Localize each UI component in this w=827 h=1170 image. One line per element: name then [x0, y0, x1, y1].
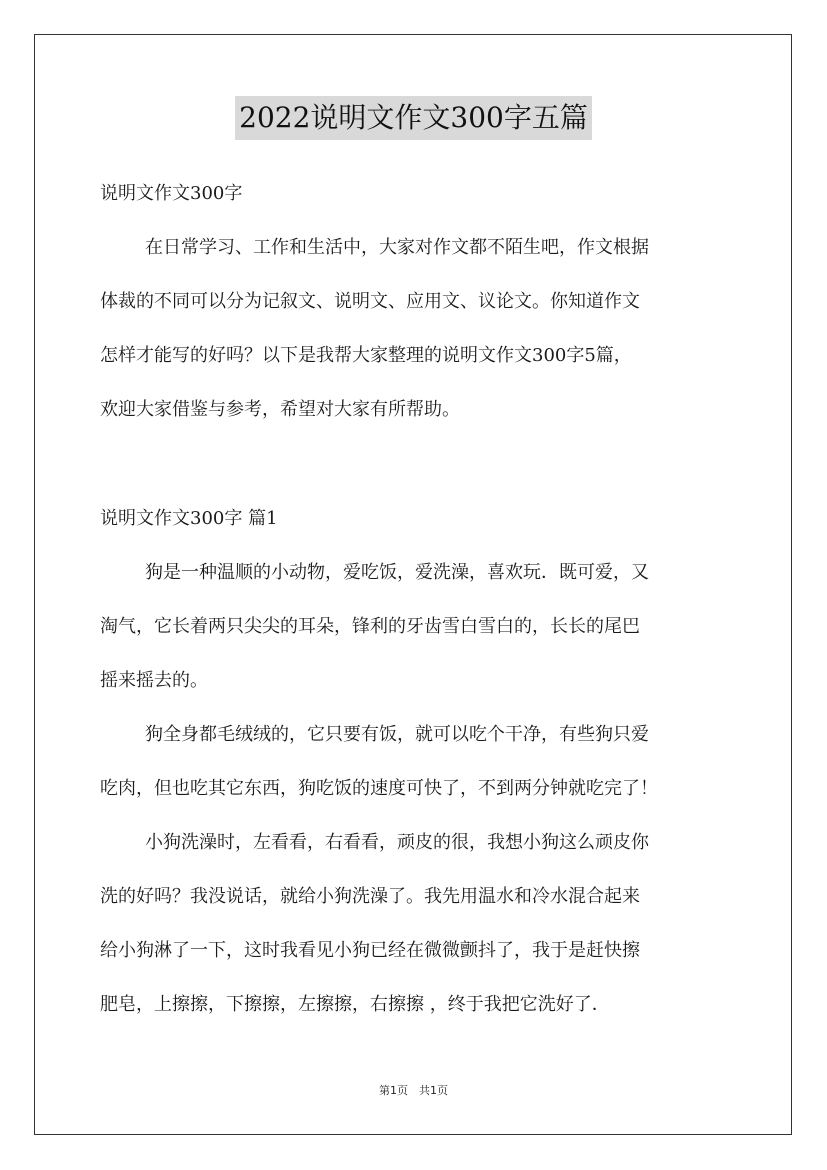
title-container [0, 96, 827, 140]
paragraph-line: 淘气，它长着两只尖尖的耳朵，锋利的牙齿雪白雪白的，长长的尾巴 [100, 616, 640, 637]
section1-paragraph-3 [100, 816, 740, 1032]
paragraph-line: 吃肉，但也吃其它东西，狗吃饭的速度可快了，不到两分钟就吃完了！ [100, 778, 658, 799]
paragraph-line: 欢迎大家借鉴与参考，希望对大家有所帮助。 [100, 399, 460, 420]
paragraph-line: 洗的好吗？我没说话，就给小狗洗澡了。我先用温水和冷水混合起来 [100, 886, 640, 907]
paragraph-line: 怎样才能写的好吗？以下是我帮大家整理的说明文作文300字5篇， [100, 345, 632, 366]
paragraph-line: 在日常学习、工作和生活中，大家对作文都不陌生吧，作文根据 [145, 237, 649, 258]
paragraph-line: 摇来摇去的。 [100, 670, 208, 691]
paragraph-line: 体裁的不同可以分为记叙文、说明文、应用文、议论文。你知道作文 [100, 291, 640, 312]
document-title: 2022说明文作文300字五篇 [235, 96, 592, 140]
section1-paragraph-2 [100, 708, 740, 816]
section-heading: 说明文作文300字 篇1 [100, 508, 278, 529]
paragraph-line: 肥皂，上擦擦，下擦擦，左擦擦，右擦擦 ，终于我把它洗好了． [100, 994, 610, 1015]
intro-heading: 说明文作文300字 [100, 183, 243, 204]
paragraph-line: 小狗洗澡时，左看看，右看看，顽皮的很，我想小狗这么顽皮你 [145, 832, 649, 853]
paragraph-line: 狗全身都毛绒绒的，它只要有饭，就可以吃个干净，有些狗只爱 [145, 724, 649, 745]
intro-paragraph [100, 221, 740, 437]
paragraph-line: 狗是一种温顺的小动物，爱吃饭，爱洗澡，喜欢玩．既可爱，又 [145, 562, 649, 583]
page-footer: 第1页 共1页 [379, 1084, 448, 1097]
section1-paragraph-1 [100, 546, 740, 708]
paragraph-line: 给小狗淋了一下，这时我看见小狗已经在微微颤抖了，我于是赶快擦 [100, 940, 640, 961]
